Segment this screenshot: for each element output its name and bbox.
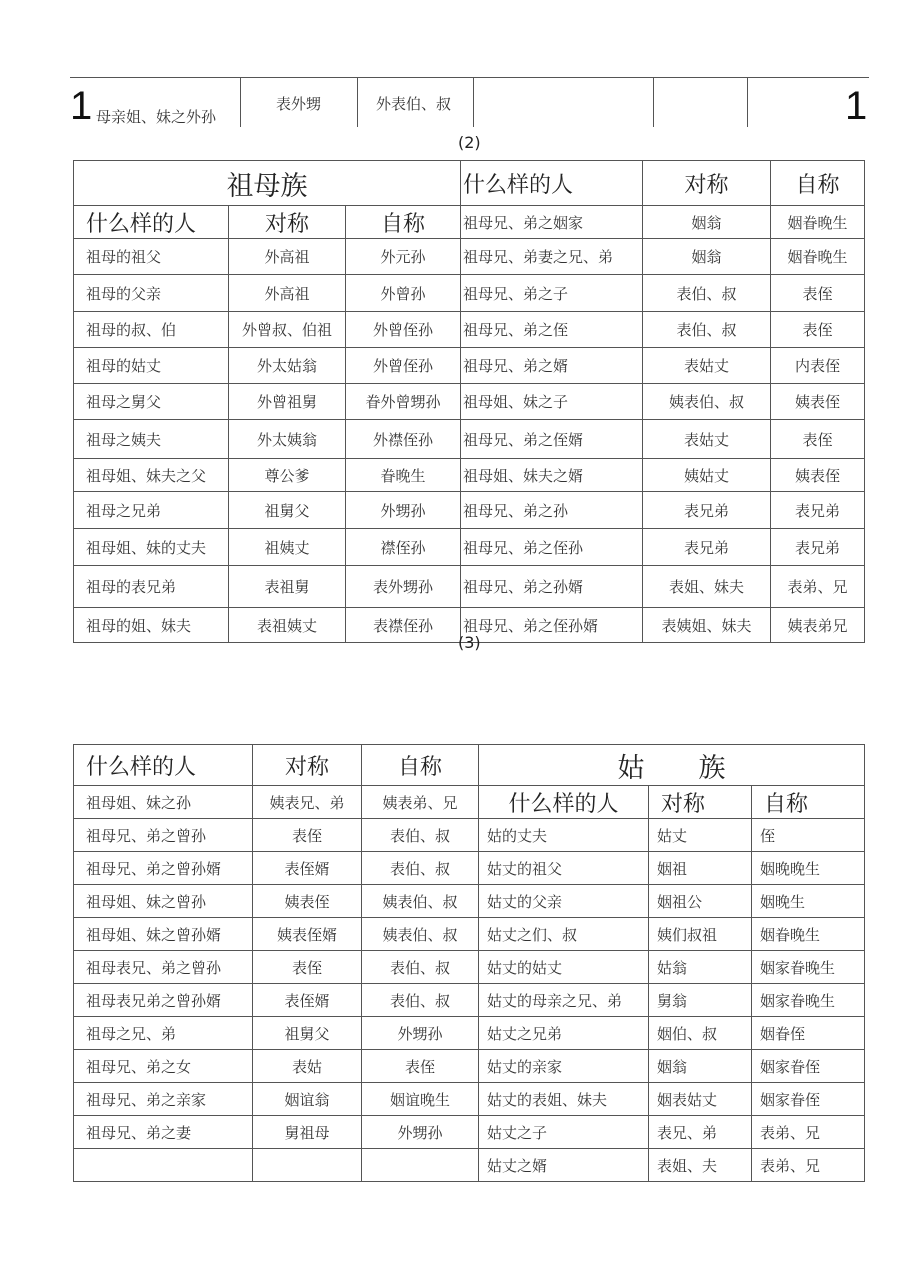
column-divider bbox=[240, 77, 241, 127]
table-cell: 姑丈之婿 bbox=[479, 1149, 649, 1182]
table-cell: 祖母之兄、弟 bbox=[74, 1017, 253, 1050]
table-cell: 姨表伯、叔 bbox=[362, 885, 479, 918]
table-cell: 祖母兄、弟之孙 bbox=[461, 492, 643, 529]
table-cell: 祖母姐、妹之子 bbox=[461, 384, 643, 420]
page-number-right: 1 bbox=[845, 84, 868, 128]
table-cell: 表外甥孙 bbox=[346, 566, 461, 608]
table-row bbox=[74, 1050, 865, 1083]
table-cell: 表侄婿 bbox=[253, 852, 362, 885]
table-cell: 表兄、弟 bbox=[649, 1116, 752, 1149]
table-cell: 姨表侄 bbox=[253, 885, 362, 918]
table-cell: 祖母的父亲 bbox=[74, 275, 229, 312]
table-cell: 姑丈的祖父 bbox=[479, 852, 649, 885]
table-cell: 尊公爹 bbox=[229, 459, 346, 492]
table-cell: 祖母兄、弟之侄 bbox=[461, 312, 643, 348]
table-cell: 姻翁 bbox=[649, 1050, 752, 1083]
table-cell: 表伯、叔 bbox=[362, 852, 479, 885]
table-cell: 外高祖 bbox=[229, 239, 346, 275]
table-row bbox=[74, 1083, 865, 1116]
table-cell: 祖母姐、妹夫之婿 bbox=[461, 459, 643, 492]
table-cell: 姻家眷侄 bbox=[752, 1050, 865, 1083]
column-header-self: 自称 bbox=[771, 161, 865, 206]
table-cell bbox=[253, 1149, 362, 1182]
table-cell: 祖母姐、妹之曾孙 bbox=[74, 885, 253, 918]
table-cell: 表侄 bbox=[253, 951, 362, 984]
column-header-person: 什么样的人 bbox=[74, 745, 253, 786]
table-cell: 姨们叔祖 bbox=[649, 918, 752, 951]
column-header-self: 自称 bbox=[752, 786, 865, 819]
column-header-term: 对称 bbox=[253, 745, 362, 786]
table-cell: 表伯、叔 bbox=[643, 312, 771, 348]
column-header-self: 自称 bbox=[346, 206, 461, 239]
table-cell bbox=[74, 1149, 253, 1182]
table-cell: 姑丈之子 bbox=[479, 1116, 649, 1149]
table-row bbox=[74, 951, 865, 984]
column-divider bbox=[747, 77, 748, 127]
table-cell: 姑丈之们、叔 bbox=[479, 918, 649, 951]
table-row bbox=[74, 918, 865, 951]
table-cell: 祖母姐、妹之孙 bbox=[74, 786, 253, 819]
top-rule bbox=[70, 77, 869, 78]
table-cell: 祖母兄、弟之姻家 bbox=[461, 206, 643, 239]
table-row bbox=[74, 819, 865, 852]
table-cell: 祖母兄、弟之婿 bbox=[461, 348, 643, 384]
table-cell: 祖姨丈 bbox=[229, 529, 346, 566]
table-cell: 祖母兄、弟妻之兄、弟 bbox=[461, 239, 643, 275]
table-cell: 姻谊晚生 bbox=[362, 1083, 479, 1116]
table-cell: 表伯、叔 bbox=[362, 819, 479, 852]
table-cell: 祖母兄、弟之孙婿 bbox=[461, 566, 643, 608]
table-cell: 祖母姐、妹的丈夫 bbox=[74, 529, 229, 566]
table-cell: 表兄弟 bbox=[643, 529, 771, 566]
table-cell: 祖母兄、弟之侄孙 bbox=[461, 529, 643, 566]
table-row bbox=[74, 852, 865, 885]
table-cell: 襟侄孙 bbox=[346, 529, 461, 566]
column-divider bbox=[357, 77, 358, 127]
table-cell: 祖母之姨夫 bbox=[74, 420, 229, 459]
table-cell: 表侄 bbox=[771, 275, 865, 312]
table-cell: 姨表弟兄 bbox=[771, 608, 865, 643]
column-header-person: 什么样的人 bbox=[461, 161, 643, 206]
column-header-person: 什么样的人 bbox=[74, 206, 229, 239]
table-cell: 表弟、兄 bbox=[752, 1149, 865, 1182]
table-row bbox=[74, 420, 865, 459]
table-cell: 姑丈 bbox=[649, 819, 752, 852]
table-cell: 外太姨翁 bbox=[229, 420, 346, 459]
table-cell: 舅祖母 bbox=[253, 1116, 362, 1149]
table-row bbox=[74, 312, 865, 348]
table-cell: 表侄 bbox=[771, 420, 865, 459]
table-cell: 姑丈的母亲之兄、弟 bbox=[479, 984, 649, 1017]
table-cell: 祖母的表兄弟 bbox=[74, 566, 229, 608]
table-cell: 祖舅父 bbox=[229, 492, 346, 529]
table-cell: 姻谊翁 bbox=[253, 1083, 362, 1116]
table-cell: 姨表侄婿 bbox=[253, 918, 362, 951]
table-cell: 姻翁 bbox=[643, 239, 771, 275]
table-cell: 姑翁 bbox=[649, 951, 752, 984]
table-cell: 祖母兄、弟之妻 bbox=[74, 1116, 253, 1149]
table-cell: 祖母兄、弟之侄孙婿 bbox=[461, 608, 643, 643]
table-cell: 内表侄 bbox=[771, 348, 865, 384]
table-cell: 姻晚晚生 bbox=[752, 852, 865, 885]
table-row bbox=[74, 529, 865, 566]
table-cell: 祖母表兄、弟之曾孙 bbox=[74, 951, 253, 984]
table-cell: 姑的丈夫 bbox=[479, 819, 649, 852]
column-header-self: 自称 bbox=[362, 745, 479, 786]
table-cell: 姻晚生 bbox=[752, 885, 865, 918]
column-divider bbox=[653, 77, 654, 127]
table-cell: 祖母兄、弟之女 bbox=[74, 1050, 253, 1083]
table-cell: 姻家眷晚生 bbox=[752, 951, 865, 984]
table-row bbox=[74, 275, 865, 312]
column-header-term: 对称 bbox=[643, 161, 771, 206]
table-cell: 祖母兄、弟之曾孙 bbox=[74, 819, 253, 852]
fragment-cell-self: 外表伯、叔 bbox=[376, 95, 452, 113]
table-row bbox=[74, 239, 865, 275]
table-cell: 姑丈的父亲 bbox=[479, 885, 649, 918]
table-cell: 祖母之兄弟 bbox=[74, 492, 229, 529]
column-divider bbox=[473, 77, 474, 127]
table-row bbox=[74, 348, 865, 384]
table-cell: 表姐、夫 bbox=[649, 1149, 752, 1182]
table-cell: 祖母表兄弟之曾孙婿 bbox=[74, 984, 253, 1017]
table-cell: 姑丈的亲家 bbox=[479, 1050, 649, 1083]
table-cell: 姻翁 bbox=[643, 206, 771, 239]
table-cell: 表姐、妹夫 bbox=[643, 566, 771, 608]
table-row bbox=[74, 1017, 865, 1050]
column-header-term: 对称 bbox=[229, 206, 346, 239]
table-cell: 表姨姐、妹夫 bbox=[643, 608, 771, 643]
table-cell: 表伯、叔 bbox=[362, 951, 479, 984]
table-cell: 眷晚生 bbox=[346, 459, 461, 492]
table-cell: 姻伯、叔 bbox=[649, 1017, 752, 1050]
table-cell: 祖母之舅父 bbox=[74, 384, 229, 420]
table-row bbox=[74, 161, 865, 206]
fragment-cell-person: 母亲姐、妹之外孙 bbox=[96, 108, 217, 126]
table-cell: 姻家眷侄 bbox=[752, 1083, 865, 1116]
table-cell: 外甥孙 bbox=[346, 492, 461, 529]
table-cell: 祖舅父 bbox=[253, 1017, 362, 1050]
table-cell: 表襟侄孙 bbox=[346, 608, 461, 643]
table-cell: 眷外曾甥孙 bbox=[346, 384, 461, 420]
table-cell: 姑丈的表姐、妹夫 bbox=[479, 1083, 649, 1116]
table-cell: 祖母的祖父 bbox=[74, 239, 229, 275]
table-cell: 舅翁 bbox=[649, 984, 752, 1017]
table-cell: 表侄婿 bbox=[253, 984, 362, 1017]
table-cell: 姨表伯、叔 bbox=[643, 384, 771, 420]
table-cell: 姨表侄 bbox=[771, 459, 865, 492]
table-cell: 表姑丈 bbox=[643, 348, 771, 384]
table-cell: 姻眷侄 bbox=[752, 1017, 865, 1050]
table-cell: 姨表弟、兄 bbox=[362, 786, 479, 819]
table-cell: 表姑丈 bbox=[643, 420, 771, 459]
table-cell: 表侄 bbox=[253, 819, 362, 852]
table-cell: 祖母的姑丈 bbox=[74, 348, 229, 384]
table-title: 祖母族 bbox=[74, 161, 461, 206]
table-cell: 姑丈的姑丈 bbox=[479, 951, 649, 984]
table-cell: 姨表侄 bbox=[771, 384, 865, 420]
table-cell: 祖母的姐、妹夫 bbox=[74, 608, 229, 643]
table-cell: 姨姑丈 bbox=[643, 459, 771, 492]
table-cell: 表姑 bbox=[253, 1050, 362, 1083]
table-cell: 姻眷晚生 bbox=[771, 239, 865, 275]
column-header-person: 什么样的人 bbox=[479, 786, 649, 819]
table-cell: 姻祖公 bbox=[649, 885, 752, 918]
caption-3: (3) bbox=[458, 633, 481, 652]
table-cell: 外襟侄孙 bbox=[346, 420, 461, 459]
table-cell: 姻祖 bbox=[649, 852, 752, 885]
table-cell: 外高祖 bbox=[229, 275, 346, 312]
table-row bbox=[74, 786, 865, 819]
table-cell: 姑丈之兄弟 bbox=[479, 1017, 649, 1050]
table-cell: 外曾侄孙 bbox=[346, 312, 461, 348]
table-row bbox=[74, 384, 865, 420]
table-cell: 祖母姐、妹之曾孙婿 bbox=[74, 918, 253, 951]
table-cell: 表伯、叔 bbox=[643, 275, 771, 312]
table-row bbox=[74, 492, 865, 529]
table-cell: 外甥孙 bbox=[362, 1116, 479, 1149]
grandmother-clan-table bbox=[73, 160, 865, 643]
table-cell: 表弟、兄 bbox=[771, 566, 865, 608]
table-cell: 外曾侄孙 bbox=[346, 348, 461, 384]
table-cell: 外元孙 bbox=[346, 239, 461, 275]
table-row bbox=[74, 885, 865, 918]
table-row bbox=[74, 984, 865, 1017]
table-row bbox=[74, 566, 865, 608]
page-number-left: 1 bbox=[70, 84, 93, 128]
table-cell: 外曾祖舅 bbox=[229, 384, 346, 420]
table-cell: 外太姑翁 bbox=[229, 348, 346, 384]
table-cell: 表侄 bbox=[771, 312, 865, 348]
table-cell: 姻表姑丈 bbox=[649, 1083, 752, 1116]
table-row bbox=[74, 745, 865, 786]
caption-2: (2) bbox=[458, 133, 481, 152]
table-cell: 姨表伯、叔 bbox=[362, 918, 479, 951]
table-cell: 祖母兄、弟之子 bbox=[461, 275, 643, 312]
table-title: 姑 族 bbox=[479, 745, 865, 786]
table-cell: 表弟、兄 bbox=[752, 1116, 865, 1149]
table-cell: 姻眷晚生 bbox=[752, 918, 865, 951]
table-cell: 表伯、叔 bbox=[362, 984, 479, 1017]
table-cell: 姻眷晚生 bbox=[771, 206, 865, 239]
table-cell: 祖母的叔、伯 bbox=[74, 312, 229, 348]
table-cell: 表祖舅 bbox=[229, 566, 346, 608]
table-row bbox=[74, 1116, 865, 1149]
table-cell: 表祖姨丈 bbox=[229, 608, 346, 643]
table-cell: 姨表兄、弟 bbox=[253, 786, 362, 819]
table-cell: 外甥孙 bbox=[362, 1017, 479, 1050]
table-cell: 祖母兄、弟之侄婿 bbox=[461, 420, 643, 459]
table-cell bbox=[362, 1149, 479, 1182]
table-cell: 表兄弟 bbox=[771, 492, 865, 529]
table-cell: 祖母兄、弟之亲家 bbox=[74, 1083, 253, 1116]
table-cell: 表侄 bbox=[362, 1050, 479, 1083]
table-cell: 侄 bbox=[752, 819, 865, 852]
table-row bbox=[74, 459, 865, 492]
table-cell: 外曾叔、伯祖 bbox=[229, 312, 346, 348]
table-cell: 祖母姐、妹夫之父 bbox=[74, 459, 229, 492]
fragment-cell-term: 表外甥 bbox=[276, 95, 322, 113]
table-row bbox=[74, 1149, 865, 1182]
table-cell: 姻家眷晚生 bbox=[752, 984, 865, 1017]
table-cell: 表兄弟 bbox=[771, 529, 865, 566]
table-row bbox=[74, 206, 865, 239]
table-cell: 祖母兄、弟之曾孙婿 bbox=[74, 852, 253, 885]
aunt-clan-table bbox=[73, 744, 865, 1182]
table-cell: 表兄弟 bbox=[643, 492, 771, 529]
table-cell: 外曾孙 bbox=[346, 275, 461, 312]
column-header-term: 对称 bbox=[649, 786, 752, 819]
